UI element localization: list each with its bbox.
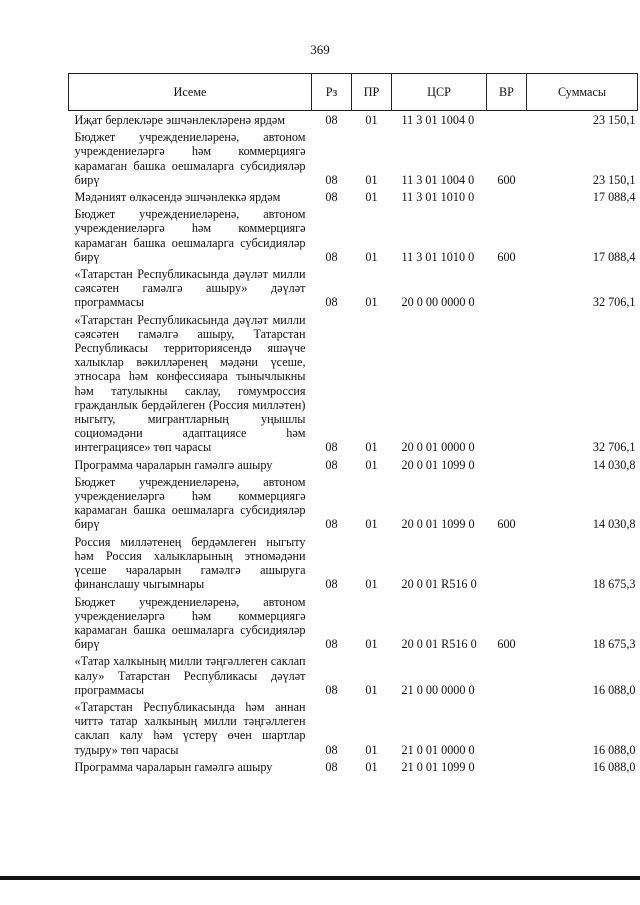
table-row (69, 190, 638, 207)
header-csr: ЦСР (392, 74, 487, 111)
cell-pr: 01 (365, 440, 378, 455)
cell-sum: 14 030,8 (592, 457, 636, 472)
cell-name: «Татарстан Республикасында һәм аннан читтә татар халкының милли тәңгәллеген саклап калу һәм үстерү өчен шартлар тудыру» төп чарасы (74, 699, 306, 757)
cell-rz: 08 (325, 682, 338, 697)
table-row (69, 111, 638, 131)
table-row (69, 700, 638, 760)
cell-rz: 08 (325, 517, 338, 532)
cell-rz: 08 (325, 440, 338, 455)
cell-rz: 08 (325, 172, 338, 187)
cell-name: Мәдәният өлкәсендә эшчәнлеккә ярдәм (74, 190, 281, 205)
table-row (69, 313, 638, 458)
cell-name: Россия милләтенең бердәмлеген ныгыту һәм Россия халыкларының этномәдәни үсеше чараларын гамәлгә ашыруга финанслашу чыгымнары (74, 534, 306, 592)
cell-pr: 01 (365, 113, 378, 127)
header-name: Исеме (69, 74, 312, 111)
header-vr: ВР (487, 74, 527, 111)
cell-rz: 08 (325, 637, 338, 652)
table-row (69, 535, 638, 595)
table-row (69, 130, 638, 190)
cell-rz: 08 (325, 113, 338, 127)
cell-vr (487, 313, 527, 458)
cell-name: «Татарстан Республикасында дәүләт милли сәясәтен гамәлгә ашыру, Татарстан Республикасы территориясендә яшәүче халыклар вәкилләренең мәдәни үсеше, этносара һәм конфессияара тынычлыкны һәм татулыкны саклау, гомумроссия гражданлык бердәйлеген (Россия милләтен) ныгыту, мигрантларның уңышлы социомәдәни адаптациясе һәм интеграциясе» төп чарасы (74, 312, 306, 455)
cell-csr: 21 0 00 0000 0 (401, 682, 475, 697)
cell-pr: 01 (365, 517, 378, 532)
cell-pr: 01 (365, 742, 378, 757)
cell-csr: 20 0 01 1099 0 (401, 457, 475, 472)
cell-csr: 20 0 00 0000 0 (401, 295, 475, 310)
cell-pr: 01 (365, 457, 378, 472)
cell-sum: 14 030,8 (592, 517, 636, 532)
cell-vr: 600 (497, 249, 516, 264)
cell-sum: 18 675,3 (592, 637, 636, 652)
cell-sum: 32 706,1 (592, 440, 636, 455)
cell-csr: 20 0 01 R516 0 (401, 577, 477, 592)
cell-pr: 01 (365, 249, 378, 264)
page-number: 369 (310, 42, 330, 57)
cell-rz: 08 (325, 295, 338, 310)
cell-rz: 08 (325, 742, 338, 757)
cell-vr (487, 267, 527, 313)
cell-sum: 16 088,0 (592, 759, 636, 774)
bottom-rule (0, 876, 640, 880)
cell-pr: 01 (365, 637, 378, 652)
cell-name: Бюджет учреждениеләренә, автоном учреждениеләргә һәм коммерциягә карамаган башка оешмаларга субсидияләр бирү (74, 594, 306, 652)
cell-sum: 23 150,1 (592, 113, 636, 127)
cell-vr: 600 (497, 517, 516, 532)
table-row (69, 595, 638, 655)
cell-csr: 21 0 01 1099 0 (401, 759, 475, 774)
cell-vr: 600 (497, 637, 516, 652)
cell-name: Бюджет учреждениеләренә, автоном учреждениеләргә һәм коммерциягә карамаган башка оешмаларга субсидияләр бирү (74, 130, 306, 187)
cell-vr (487, 190, 527, 207)
table-row (69, 267, 638, 313)
cell-name: Программа чараларын гамәлгә ашыру (74, 457, 273, 472)
cell-pr: 01 (365, 172, 378, 187)
header-pr: ПР (352, 74, 392, 111)
cell-sum: 16 088,0 (592, 742, 636, 757)
cell-pr: 01 (365, 682, 378, 697)
cell-name: «Татар халкының милли тәңгәллеген саклап калу» Татарстан Республикасы дәүләт программасы (74, 654, 306, 697)
cell-rz: 08 (325, 577, 338, 592)
cell-csr: 20 0 01 1099 0 (401, 517, 475, 532)
cell-vr (487, 654, 527, 700)
cell-sum: 16 088,0 (592, 682, 636, 697)
cell-sum: 32 706,1 (592, 295, 636, 310)
cell-vr (487, 111, 527, 131)
cell-sum: 17 088,4 (592, 190, 636, 205)
cell-csr: 21 0 01 0000 0 (401, 742, 475, 757)
table-row (69, 654, 638, 700)
cell-pr: 01 (365, 190, 378, 205)
cell-pr: 01 (365, 577, 378, 592)
cell-csr: 11 3 01 1004 0 (401, 113, 475, 127)
cell-rz: 08 (325, 759, 338, 774)
cell-sum: 17 088,4 (592, 249, 636, 264)
cell-vr (487, 535, 527, 595)
cell-csr: 11 3 01 1004 0 (401, 172, 475, 187)
table-row (69, 458, 638, 475)
cell-csr: 20 0 01 0000 0 (401, 440, 475, 455)
budget-table (68, 73, 638, 777)
cell-vr (487, 458, 527, 475)
cell-name: Бюджет учреждениеләренә, автоном учреждениеләргә һәм коммерциягә карамаган башка оешмаларга субсидияләр бирү (74, 207, 306, 264)
header-rz: Рз (312, 74, 352, 111)
cell-rz: 08 (325, 457, 338, 472)
table-header (69, 74, 638, 111)
cell-name: «Татарстан Республикасында дәүләт милли сәясәтен гамәлгә ашыру» дәүләт программасы (74, 267, 306, 310)
table-row (69, 207, 638, 267)
table-body (69, 111, 638, 777)
cell-vr: 600 (497, 172, 516, 187)
table-row (69, 475, 638, 535)
cell-vr (487, 760, 527, 777)
cell-name: Бюджет учреждениеләренә, автоном учреждениеләргә һәм коммерциягә карамаган башка оешмаларга субсидияләр бирү (74, 474, 306, 532)
cell-pr: 01 (365, 295, 378, 310)
table-row (69, 760, 638, 777)
cell-vr (487, 700, 527, 760)
cell-rz: 08 (325, 190, 338, 205)
header-sum: Суммасы (527, 74, 638, 111)
cell-sum: 18 675,3 (592, 577, 636, 592)
cell-name: Программа чараларын гамәлгә ашыру (74, 759, 273, 774)
cell-csr: 11 3 01 1010 0 (401, 249, 475, 264)
cell-pr: 01 (365, 759, 378, 774)
cell-name: Иҗат берлекләре эшчәнлекләренә ярдәм (74, 113, 285, 127)
cell-sum: 23 150,1 (592, 172, 636, 187)
cell-rz: 08 (325, 249, 338, 264)
cell-csr: 20 0 01 R516 0 (401, 637, 477, 652)
cell-csr: 11 3 01 1010 0 (401, 190, 475, 205)
